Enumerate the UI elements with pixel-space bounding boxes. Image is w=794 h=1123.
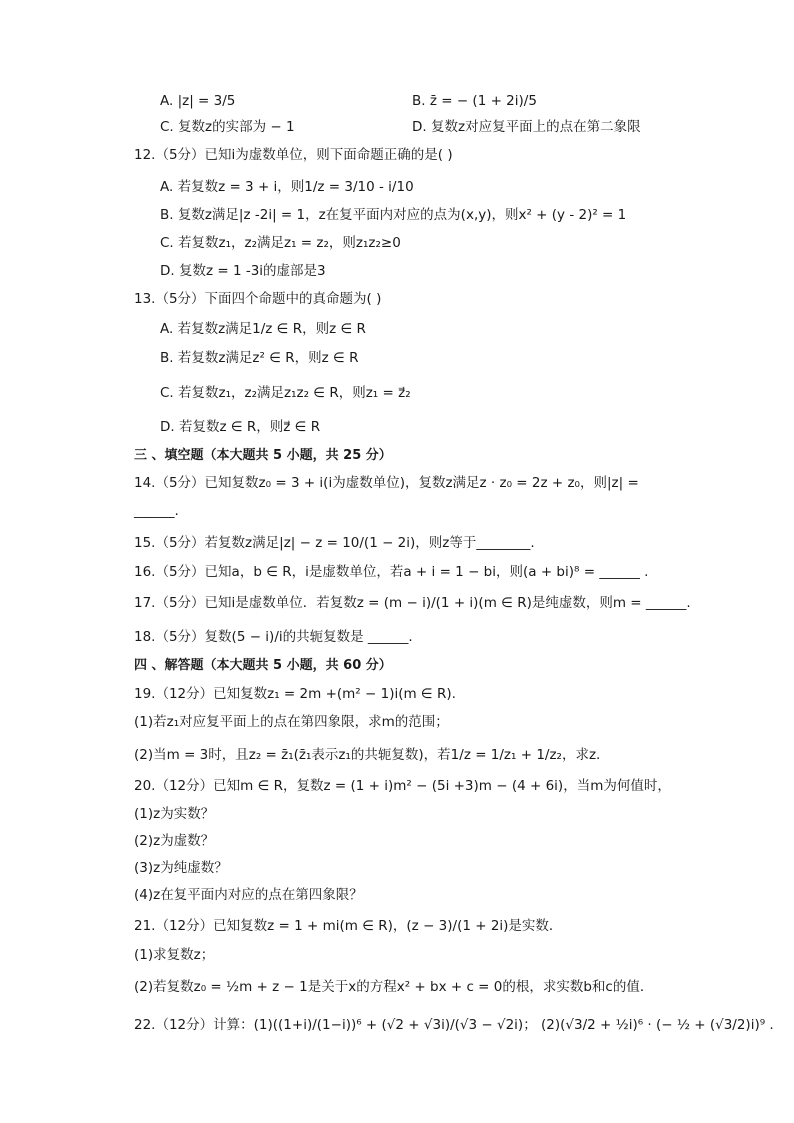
- q12-option-b: B. 复数z满足|z -2i| = 1，z在复平面内对应的点为(x,y)，则x² + (y - 2)² = 1: [160, 207, 627, 223]
- q20-part3: (3)z为纯虚数？: [134, 860, 228, 876]
- q12-stem: 12.（5分）已知i为虚数单位，则下面命题正确的是( ): [134, 147, 453, 163]
- q13-option-c: C. 若复数z₁，z₂满足z₁z₂ ∈ R，则z₁ = z⃗₂: [160, 385, 411, 401]
- q21-part1: (1)求复数z；: [134, 947, 215, 963]
- q19-part1: (1)若z₁对应复平面上的点在第四象限，求m的范围；: [134, 714, 449, 730]
- q13-stem: 13.（5分）下面四个命题中的真命题为( ): [134, 291, 382, 307]
- q11-option-d: D. 复数z对应复平面上的点在第二象限: [412, 119, 641, 135]
- q20-part4: (4)z在复平面内对应的点在第四象限？: [134, 887, 363, 903]
- q14-line2: ______.: [134, 503, 179, 519]
- q19-part2: (2)当m = 3时，且z₂ = z̄₁(z̄₁表示z₁的共轭复数)，若1/z = 1/z₁ + 1/z₂，求z.: [134, 747, 601, 763]
- q14-line1: 14.（5分）已知复数z₀ = 3 + i(i为虚数单位)，复数z满足z · z₀ = 2z + z₀，则|z| =: [134, 475, 639, 491]
- q11-option-c: C. 复数z的实部为 − 1: [160, 119, 295, 135]
- q21-part2: (2)若复数z₀ = ½m + z − 1是关于x的方程x² + bx + c = 0的根，求实数b和c的值．: [134, 979, 654, 995]
- q13-option-d: D. 若复数z ∈ R，则z⃗ ∈ R: [160, 419, 321, 435]
- q20-part2: (2)z为虚数？: [134, 833, 215, 849]
- q13-option-a: A. 若复数z满足1/z ∈ R，则z ∈ R: [160, 321, 366, 337]
- q18: 18.（5分）复数(5 − i)/i的共轭复数是 ______.: [134, 629, 413, 645]
- q19-stem: 19.（12分）已知复数z₁ = 2m +(m² − 1)i(m ∈ R).: [134, 686, 456, 702]
- q17: 17.（5分）已知i是虚数单位．若复数z = (m − i)/(1 + i)(m ∈ R)是纯虚数，则m = ______.: [134, 595, 691, 611]
- q11-option-b: B. z̄ = − (1 + 2i)/5: [412, 93, 537, 109]
- q16: 16.（5分）已知a，b ∈ R，i是虚数单位，若a + i = 1 − bi，则(a + bi)⁸ = ______ .: [134, 564, 649, 580]
- q12-option-c: C. 若复数z₁，z₂满足z₁ = z₂，则z₁z₂≥0: [160, 235, 401, 251]
- q11-option-a: A. |z| = 3/5: [160, 93, 236, 109]
- q21-stem: 21.（12分）已知复数z = 1 + mi(m ∈ R)，(z − 3)/(1 + 2i)是实数．: [134, 918, 563, 934]
- section-3-heading: 三 、填空题（本大题共 5 小题，共 25 分）: [134, 448, 392, 463]
- section-4-heading: 四 、解答题（本大题共 5 小题，共 60 分）: [134, 658, 392, 673]
- q20-stem: 20.（12分）已知m ∈ R，复数z = (1 + i)m² − (5i +3)m − (4 + 6i)，当m为何值时，: [134, 778, 671, 794]
- q12-option-d: D. 复数z = 1 -3i的虚部是3: [160, 263, 326, 279]
- q15: 15.（5分）若复数z满足|z| − z = 10/(1 − 2i)，则z等于________.: [134, 535, 535, 551]
- q20-part1: (1)z为实数？: [134, 806, 215, 822]
- q12-option-a: A. 若复数z = 3 + i，则1/z = 3/10 - i/10: [160, 179, 414, 195]
- q22: 22.（12分）计算：(1)((1+i)/(1−i))⁶ + (√2 + √3i)/(√3 − √2i)； (2)(√3/2 + ½i)⁶ · (− ½ + (√3/2)i)⁹ .: [134, 1017, 774, 1033]
- q13-option-b: B. 若复数z满足z² ∈ R，则z ∈ R: [160, 350, 359, 366]
